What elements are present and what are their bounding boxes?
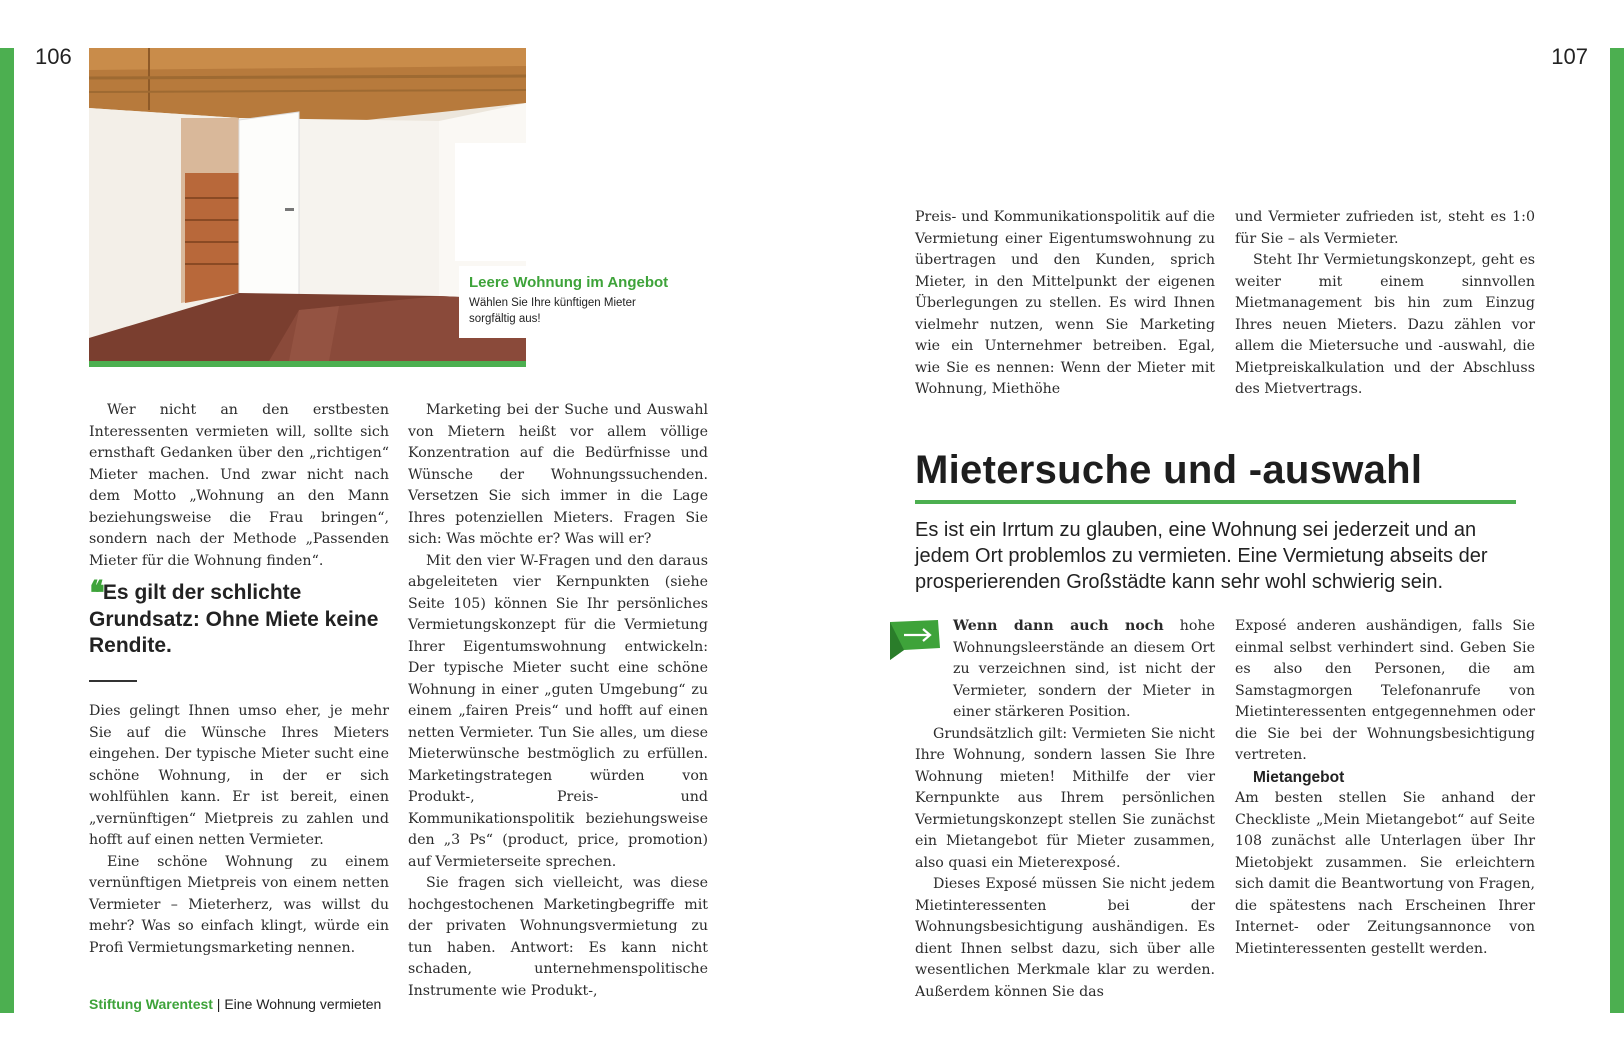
right-top-column-1 — [915, 207, 1215, 401]
right-column-1 — [915, 616, 1215, 1003]
paragraph: Am besten stellen Sie anhand der Checkliste „Mein Mietangebot“ auf Seite 108 zunächst alle Unterlagen über Ihr Mietobjekt zusammen. Sie erleichtern sich damit die Beantwortung von Fragen, die spätestens nach Erscheinen Ihrer Internet- oder Zeitungsannonce von Mietinteressenten gestellt werden. — [1235, 790, 1535, 957]
paragraph: Steht Ihr Vermietungskonzept, geht es weiter mit einem sinnvollen Mietmanagement bis hin zum Einzug Ihres neuen Mieters. Dazu zählen vor allem die Mietersuche und -auswahl, die Mietpreiskalkulation und der Abschluss des Mietvertrags. — [1235, 252, 1535, 397]
right-top-column-2 — [1235, 207, 1535, 401]
pull-quote — [89, 574, 389, 659]
caption-text: Wählen Sie Ihre künftigen Mieter sorgfältig aus! — [469, 297, 636, 325]
footer-separator: | — [212, 996, 225, 1012]
paragraph: Dies gelingt Ihnen umso eher, je mehr Sie auf die Wünsche Ihres Mieters eingehen. Der typische Mieter sucht eine schöne Wohnung, in der er sich wohlfühlen kann. Er ist bereit, einen „vernünftigen“ Mietpreis zu zahlen und hofft auf einen netten Vermieter. — [89, 703, 389, 848]
page-number-right: 107 — [1551, 44, 1588, 69]
photo-caption — [459, 266, 684, 338]
paragraph: Marketing bei der Suche und Auswahl von Mietern heißt vor allem völlige Konzentration auf die Bedürfnisse und Wünsche der Wohnungssuchenden. Versetzen Sie sich immer in die Lage Ihres potenziellen Mieters. Fragen Sie sich: Was möchte er? Was will er? — [408, 402, 708, 547]
right-column-2 — [1235, 616, 1535, 960]
paragraph: Grundsätzlich gilt: Vermieten Sie nicht Ihre Wohnung, sondern lassen Sie Ihre Wohnung mieten! Mithilfe der vier Kernpunkte aus Ihrem persönlichen Vermietungskonzept stellen Sie zunächst ein Mietangebot für Mieter zusammen, also quasi ein Mieterexposé. — [915, 725, 1215, 871]
photo-underline — [89, 361, 526, 367]
paragraph: Wer nicht an den erstbesten Interessenten vermieten will, sollte sich ernsthaft Gedanken über den „richtigen“ Mieter machen. Und zwar nicht nach dem Motto „Wohnung an den Mann beziehungsweise die Frau bringen“, sondern nach der Methode „Passenden Mieter für die Wohnung finden“. — [89, 402, 389, 569]
paragraph: Sie fragen sich vielleicht, was diese hochgestochenen Marketingbegriffe mit der privaten Wohnungsvermietung zu tun haben. Antwort: Es kann nicht schaden, unternehmenspolitische Instrumente wie Produkt-, — [408, 875, 708, 999]
paragraph: Preis- und Kommunikationspolitik auf die Vermietung einer Eigentumswohnung zu übertragen und den Kunden, sprich Mieter, in den Mittelpunkt der eigenen Überlegungen zu stellen. Es wird Ihnen vielmehr nutzen, wenn Sie Marketing wie ein Unternehmer betreiben. Egal, wie Sie es nennen: Wenn der Mieter mit Wohnung, Miethöhe — [915, 209, 1215, 397]
section-heading: Mietersuche und -auswahl — [915, 448, 1423, 492]
left-column-1-top — [89, 400, 389, 572]
paragraph-rest: hohe Wohnungsleerstände an diesem Ort zu verzeichnen sind, ist nicht der Vermieter, sondern der Mieter in einer stärkeren Position. — [953, 618, 1215, 720]
lead-paragraph: Es ist ein Irrtum zu glauben, eine Wohnung sei jederzeit und an jedem Ort problemlos zu vermieten. Eine Vermietung abseits der prosperierenden Großstädte kann sehr wohl schwierig sein. — [915, 519, 1488, 593]
right-edge-bar — [1610, 48, 1624, 1013]
caption-title: Leere Wohnung im Angebot — [469, 274, 669, 291]
heading-rule — [915, 500, 1516, 504]
run-in-bold: Wenn dann auch noch — [953, 618, 1164, 634]
paragraph — [915, 616, 1215, 724]
paragraph: Mit den vier W-Fragen und den daraus abgeleiteten vier Kernpunkten (siehe Seite 105) können Sie Ihr persönliches Vermietungskonzept für die Vermietung Ihrer Eigentumswohnung entwickeln: Der typische Mieter sucht eine schöne Wohnung in einer „guten Umgebung“ zu einem „fairen Preis“ und hofft auf einen netten Vermieter. Tun Sie alles, um diese Mieterwünsche bestmöglich zu erfüllen. Marketingstrategen würden von Produkt-, Preis- und Kommunikationspolitik beziehungsweise den „3 Ps“ (product, price, promotion) auf Vermieterseite sprechen. — [408, 552, 708, 870]
quote-mark-icon: ❛❛ — [89, 574, 99, 614]
subheading: Mietangebot — [1253, 768, 1345, 786]
page-number-left: 106 — [35, 44, 72, 69]
left-column-1-bottom — [89, 701, 389, 959]
paragraph: Exposé anderen aushändigen, falls Sie einmal selbst verhindert sind. Geben Sie es also den Personen, die am Samstagmorgen Telefonanrufe von Mietinteressenten entgegennehmen oder die Sie bei der Wohnungsbesichtigung vertreten. — [1235, 618, 1535, 763]
paragraph: Eine schöne Wohnung zu einem vernünftigen Mietpreis von einem netten Vermieter – Mieterherz, was willst du mehr? Was so einfach klingt, würde ein Profi Vermietungsmarketing nennen. — [89, 853, 389, 956]
left-column-2 — [408, 400, 708, 1002]
footer-brand: Stiftung Warentest — [89, 996, 213, 1012]
pull-quote-text: Es gilt der schlichte Grundsatz: Ohne Miete keine Rendite. — [89, 581, 379, 657]
footer-title: Eine Wohnung vermieten — [224, 996, 382, 1012]
page-footer — [89, 996, 381, 1012]
paragraph: Dieses Exposé müssen Sie nicht jedem Mietinteressenten bei der Wohnungsbesichtigung aushändigen. Es dient Ihnen selbst dazu, sich über alle wesentlichen Merkmale klar zu werden. Außerdem können Sie das — [915, 876, 1215, 1000]
paragraph: und Vermieter zufrieden ist, steht es 1:0 für Sie – als Vermieter. — [1235, 209, 1535, 247]
quote-rule — [89, 680, 137, 682]
left-edge-bar — [0, 48, 14, 1013]
